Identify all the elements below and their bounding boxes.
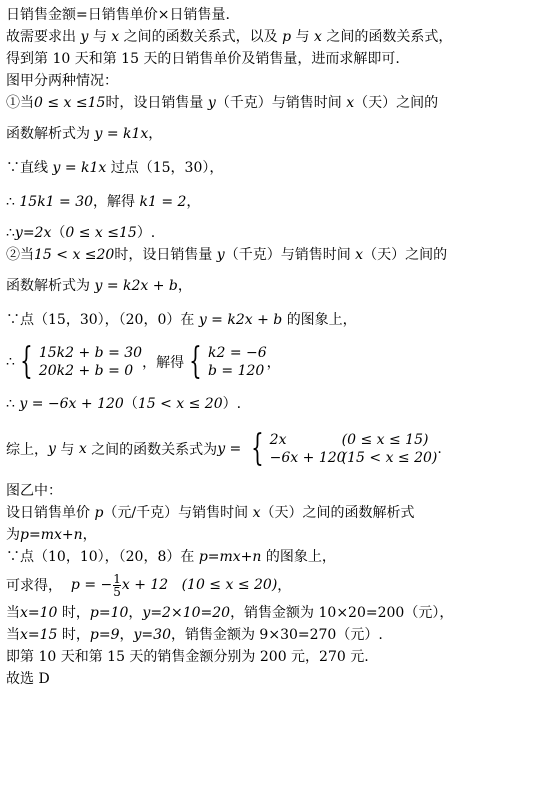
line-12: ∵点（15，30），（20，0）在 y = k2x + b 的图象上，: [6, 312, 357, 328]
line-18: 为p=mx+n，: [6, 527, 97, 543]
line-23: 即第 10 天和第 15 天的销售金额分别为 200 元，270 元.: [6, 649, 369, 665]
line-6: 函数解析式为 y = k1x，: [6, 126, 163, 142]
line-7: ∵直线 y = k1x 过点（15，30），: [6, 160, 224, 176]
brace-icon: {: [250, 428, 264, 469]
fraction: $\frac{1}{5}$: [113, 571, 121, 599]
line-16: 图乙中：: [6, 483, 62, 499]
line-22: 当x=15 时，p=9，y=30，销售金额为 9×30=270（元）.: [6, 627, 383, 643]
brace-icon: {: [189, 341, 202, 382]
line-8: ∴ 15k1 = 30，解得 k1 = 2，: [6, 194, 201, 210]
line-11: 函数解析式为 y = k2x + b，: [6, 278, 192, 294]
line-15: 综上， y 与 x 之间的函数关系式为 y = { 2x (0 ≤ x ≤ 15) −6x + 120(15 < x ≤ 20) .: [6, 428, 442, 469]
formula: y = k2x + b: [198, 312, 283, 328]
var-x: x: [313, 29, 322, 45]
condition: 15 < x ≤20: [34, 247, 115, 263]
line-13: ∴ { 15k2 + b = 30 20k2 + b = 0 ，解得 { k2 = −6 b = 120 ，: [6, 341, 281, 382]
line-5: ①当0 ≤ x ≤15时，设日销售量 y（千克）与销售时间 x（天）之间的: [6, 95, 439, 111]
piecewise-function: { 2x (0 ≤ x ≤ 15) −6x + 120(15 < x ≤ 20): [250, 428, 438, 469]
formula: p=mx+n: [198, 549, 262, 565]
line-1: 日销售金额=日销售单价×日销售量.: [6, 7, 230, 23]
formula: y = k1x: [94, 126, 149, 142]
condition: 0 ≤ x ≤15: [34, 95, 106, 111]
condition: 15 < x ≤ 20: [137, 396, 223, 412]
formula: y = k1x: [52, 160, 107, 176]
formula: y = k2x + b: [94, 278, 178, 294]
line-19: ∵点（10，10），（20，8）在 p=mx+n 的图象上，: [6, 549, 336, 565]
brace-icon: {: [20, 341, 33, 382]
var-y: y: [80, 29, 89, 45]
equation-system: { 15k2 + b = 30 20k2 + b = 0: [20, 341, 143, 382]
formula: y = −6x + 120: [19, 396, 124, 412]
var-x: x: [111, 29, 120, 45]
line-9: ∴y=2x（0 ≤ x ≤15）.: [6, 225, 156, 241]
line-14: ∴ y = −6x + 120（15 < x ≤ 20）.: [6, 396, 242, 412]
line-3: 得到第 10 天和第 15 天的日销售单价及销售量，进而求解即可.: [6, 51, 400, 67]
result: k1 = 2: [139, 194, 187, 210]
line-20: 可求得， p = − $\frac{1}{5}$ x + 12 (10 ≤ x ≤ 20) ，: [6, 571, 292, 599]
line-10: ②当15 < x ≤20时，设日销售量 y（千克）与销售时间 x（天）之间的: [6, 247, 448, 263]
line-4: 图甲分两种情况：: [6, 73, 118, 89]
solution-system: { k2 = −6 b = 120: [189, 341, 267, 382]
var-p: p: [282, 29, 292, 45]
condition: (10 ≤ x ≤ 20): [181, 577, 278, 593]
line-21: 当x=10 时，p=10，y=2×10=20，销售金额为 10×20=200（元），: [6, 605, 454, 621]
line-24: 故选 D: [6, 671, 50, 687]
equation: 15k1 = 30: [19, 194, 94, 210]
condition: 0 ≤ x ≤15: [65, 225, 137, 241]
formula: y=2x: [14, 225, 52, 241]
formula: p=mx+n: [20, 527, 83, 543]
line-2: 故需要求出 y 与 x 之间的函数关系式，以及 p 与 x 之间的函数关系式，: [6, 29, 453, 45]
line-17: 设日销售单价 p（元/千克）与销售时间 x（天）之间的函数解析式: [6, 505, 415, 521]
